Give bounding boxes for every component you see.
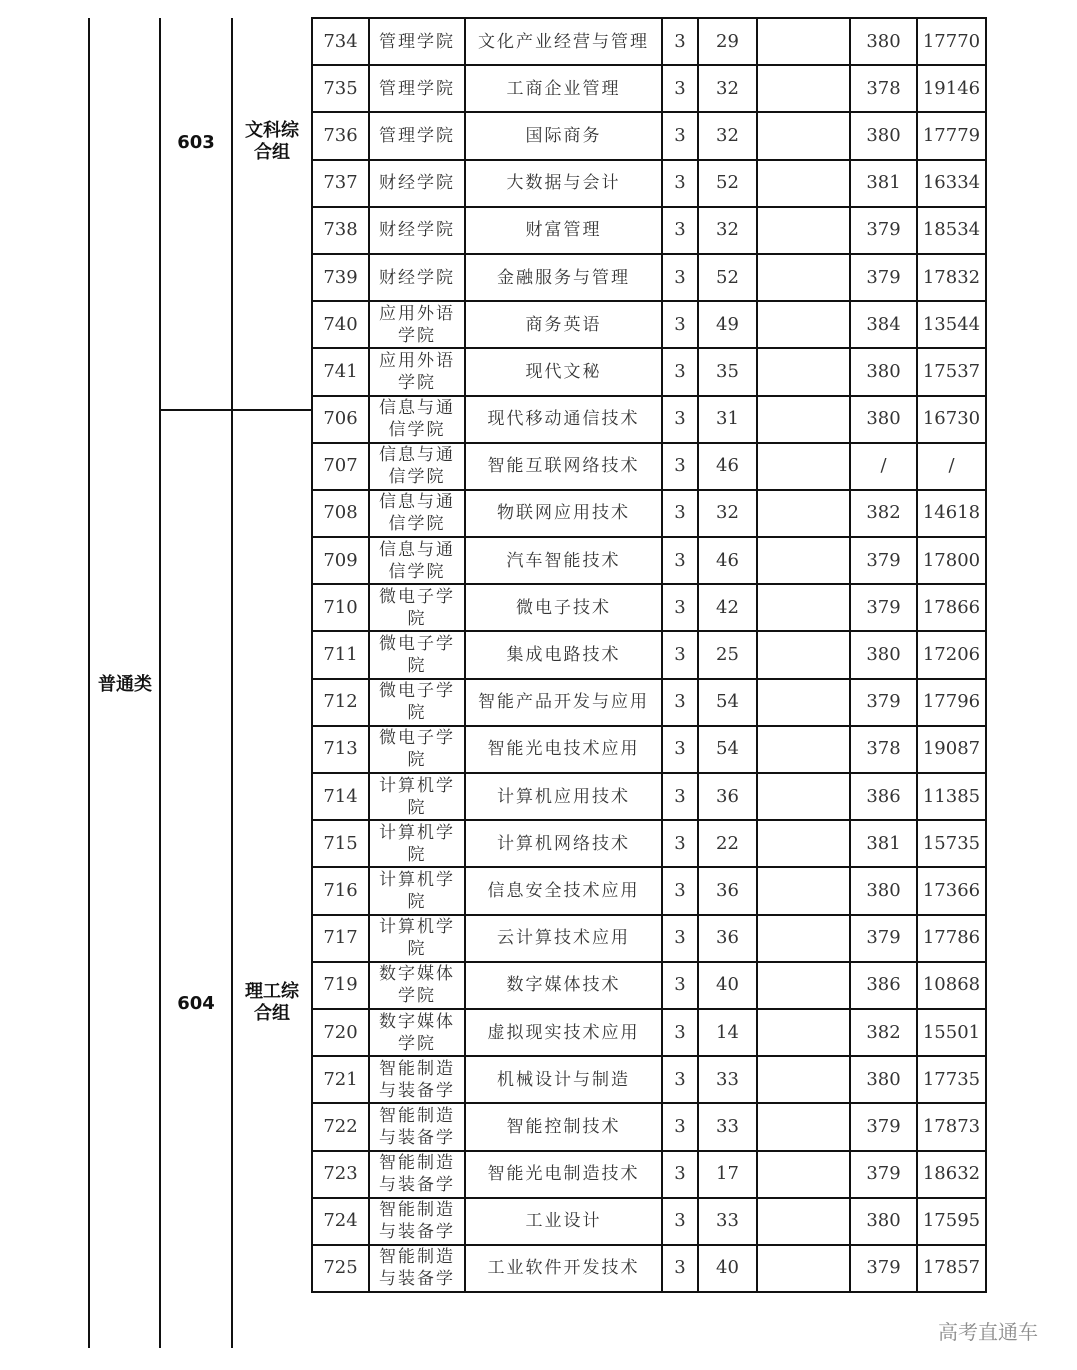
major-code: 720 bbox=[312, 1009, 369, 1056]
table-row bbox=[312, 867, 986, 914]
plan-count: 42 bbox=[698, 584, 757, 631]
note bbox=[757, 679, 850, 726]
plan-count: 52 bbox=[698, 160, 757, 207]
duration: 3 bbox=[662, 820, 698, 867]
college: 信息与通信学院 bbox=[369, 537, 465, 584]
min-rank: 17770 bbox=[917, 18, 986, 65]
min-rank: 17866 bbox=[917, 584, 986, 631]
major-name: 文化产业经营与管理 bbox=[465, 18, 662, 65]
major-name: 财富管理 bbox=[465, 207, 662, 254]
duration: 3 bbox=[662, 867, 698, 914]
major-name: 物联网应用技术 bbox=[465, 490, 662, 537]
plan-count: 32 bbox=[698, 65, 757, 112]
min-score: 379 bbox=[850, 584, 917, 631]
table-row bbox=[312, 396, 986, 443]
min-rank: 19146 bbox=[917, 65, 986, 112]
min-rank: 15735 bbox=[917, 820, 986, 867]
min-rank: 16334 bbox=[917, 160, 986, 207]
min-rank: 17873 bbox=[917, 1103, 986, 1150]
min-rank: 18534 bbox=[917, 207, 986, 254]
min-rank: 14618 bbox=[917, 490, 986, 537]
college: 智能制造与装备学 bbox=[369, 1056, 465, 1103]
min-rank: 17366 bbox=[917, 867, 986, 914]
duration: 3 bbox=[662, 679, 698, 726]
college: 信息与通信学院 bbox=[369, 490, 465, 537]
group-name: 文科综合组 bbox=[245, 120, 299, 163]
major-code: 737 bbox=[312, 160, 369, 207]
min-rank: 17595 bbox=[917, 1198, 986, 1245]
major-name: 国际商务 bbox=[465, 112, 662, 159]
table-row bbox=[312, 962, 986, 1009]
note bbox=[757, 254, 850, 301]
table-row bbox=[312, 820, 986, 867]
table-row bbox=[312, 1198, 986, 1245]
note bbox=[757, 160, 850, 207]
plan-count: 40 bbox=[698, 962, 757, 1009]
major-name: 计算机应用技术 bbox=[465, 773, 662, 820]
major-name: 智能光电制造技术 bbox=[465, 1151, 662, 1198]
note bbox=[757, 1056, 850, 1103]
college: 数字媒体学院 bbox=[369, 1009, 465, 1056]
table-row bbox=[312, 1009, 986, 1056]
major-name: 计算机网络技术 bbox=[465, 820, 662, 867]
min-rank: 19087 bbox=[917, 726, 986, 773]
min-rank: 17800 bbox=[917, 537, 986, 584]
duration: 3 bbox=[662, 207, 698, 254]
duration: 3 bbox=[662, 1198, 698, 1245]
admission-table bbox=[311, 17, 987, 1293]
duration: 3 bbox=[662, 1056, 698, 1103]
duration: 3 bbox=[662, 1151, 698, 1198]
min-score: 382 bbox=[850, 490, 917, 537]
min-score: 379 bbox=[850, 537, 917, 584]
table-row bbox=[312, 1245, 986, 1292]
major-name: 智能光电技术应用 bbox=[465, 726, 662, 773]
min-score: 380 bbox=[850, 348, 917, 395]
major-code: 715 bbox=[312, 820, 369, 867]
table-row bbox=[312, 112, 986, 159]
watermark: 高考直通车 bbox=[938, 1320, 1038, 1344]
duration: 3 bbox=[662, 962, 698, 1009]
college: 应用外语学院 bbox=[369, 301, 465, 348]
min-score: 379 bbox=[850, 915, 917, 962]
duration: 3 bbox=[662, 773, 698, 820]
note bbox=[757, 1245, 850, 1292]
note bbox=[757, 301, 850, 348]
min-rank: 17796 bbox=[917, 679, 986, 726]
min-rank: 17537 bbox=[917, 348, 986, 395]
min-score: 379 bbox=[850, 1245, 917, 1292]
college: 财经学院 bbox=[369, 254, 465, 301]
min-rank: 17735 bbox=[917, 1056, 986, 1103]
min-rank: 18632 bbox=[917, 1151, 986, 1198]
table-row bbox=[312, 584, 986, 631]
major-name: 机械设计与制造 bbox=[465, 1056, 662, 1103]
note bbox=[757, 1198, 850, 1245]
min-rank: 15501 bbox=[917, 1009, 986, 1056]
min-rank: 10868 bbox=[917, 962, 986, 1009]
group-code: 603 bbox=[177, 132, 215, 153]
college: 应用外语学院 bbox=[369, 348, 465, 395]
plan-count: 40 bbox=[698, 1245, 757, 1292]
plan-count: 32 bbox=[698, 207, 757, 254]
major-code: 717 bbox=[312, 915, 369, 962]
major-code: 721 bbox=[312, 1056, 369, 1103]
plan-count: 33 bbox=[698, 1103, 757, 1150]
major-code: 736 bbox=[312, 112, 369, 159]
major-name: 云计算技术应用 bbox=[465, 915, 662, 962]
major-code: 719 bbox=[312, 962, 369, 1009]
duration: 3 bbox=[662, 1103, 698, 1150]
min-score: 379 bbox=[850, 1103, 917, 1150]
min-score: 380 bbox=[850, 112, 917, 159]
note bbox=[757, 207, 850, 254]
table-row bbox=[312, 301, 986, 348]
note bbox=[757, 867, 850, 914]
note bbox=[757, 537, 850, 584]
major-name: 智能控制技术 bbox=[465, 1103, 662, 1150]
college: 信息与通信学院 bbox=[369, 396, 465, 443]
group-divider bbox=[159, 409, 311, 411]
duration: 3 bbox=[662, 160, 698, 207]
note bbox=[757, 962, 850, 1009]
major-name: 大数据与会计 bbox=[465, 160, 662, 207]
min-score: 380 bbox=[850, 1198, 917, 1245]
college: 管理学院 bbox=[369, 18, 465, 65]
table-row bbox=[312, 160, 986, 207]
note bbox=[757, 773, 850, 820]
college: 智能制造与装备学 bbox=[369, 1151, 465, 1198]
min-score: 378 bbox=[850, 65, 917, 112]
border-line bbox=[88, 18, 90, 1348]
category-label: 普通类 bbox=[98, 674, 152, 695]
college: 数字媒体学院 bbox=[369, 962, 465, 1009]
major-code: 740 bbox=[312, 301, 369, 348]
major-code: 735 bbox=[312, 65, 369, 112]
major-code: 709 bbox=[312, 537, 369, 584]
min-rank: / bbox=[917, 443, 986, 490]
table-row bbox=[312, 537, 986, 584]
major-name: 智能产品开发与应用 bbox=[465, 679, 662, 726]
plan-count: 54 bbox=[698, 726, 757, 773]
plan-count: 33 bbox=[698, 1198, 757, 1245]
duration: 3 bbox=[662, 112, 698, 159]
min-rank: 17857 bbox=[917, 1245, 986, 1292]
min-score: 380 bbox=[850, 396, 917, 443]
major-name: 微电子技术 bbox=[465, 584, 662, 631]
major-name: 现代移动通信技术 bbox=[465, 396, 662, 443]
major-code: 711 bbox=[312, 631, 369, 678]
min-rank: 17832 bbox=[917, 254, 986, 301]
note bbox=[757, 396, 850, 443]
college: 计算机学院 bbox=[369, 915, 465, 962]
table-row bbox=[312, 773, 986, 820]
plan-count: 32 bbox=[698, 112, 757, 159]
duration: 3 bbox=[662, 18, 698, 65]
table-row bbox=[312, 679, 986, 726]
major-name: 工商企业管理 bbox=[465, 65, 662, 112]
min-score: 381 bbox=[850, 820, 917, 867]
college: 智能制造与装备学 bbox=[369, 1198, 465, 1245]
college: 微电子学院 bbox=[369, 631, 465, 678]
min-rank: 11385 bbox=[917, 773, 986, 820]
note bbox=[757, 1103, 850, 1150]
border-line bbox=[231, 18, 233, 1348]
plan-count: 35 bbox=[698, 348, 757, 395]
duration: 3 bbox=[662, 490, 698, 537]
duration: 3 bbox=[662, 254, 698, 301]
min-score: / bbox=[850, 443, 917, 490]
plan-count: 17 bbox=[698, 1151, 757, 1198]
major-name: 商务英语 bbox=[465, 301, 662, 348]
table-row bbox=[312, 915, 986, 962]
min-rank: 17779 bbox=[917, 112, 986, 159]
table-row bbox=[312, 1056, 986, 1103]
plan-count: 36 bbox=[698, 773, 757, 820]
plan-count: 14 bbox=[698, 1009, 757, 1056]
min-score: 379 bbox=[850, 254, 917, 301]
college: 管理学院 bbox=[369, 65, 465, 112]
major-code: 722 bbox=[312, 1103, 369, 1150]
note bbox=[757, 443, 850, 490]
plan-count: 46 bbox=[698, 443, 757, 490]
table-row bbox=[312, 207, 986, 254]
note bbox=[757, 490, 850, 537]
major-code: 724 bbox=[312, 1198, 369, 1245]
major-name: 现代文秘 bbox=[465, 348, 662, 395]
major-code: 723 bbox=[312, 1151, 369, 1198]
group-name: 理工综合组 bbox=[245, 981, 299, 1024]
college: 计算机学院 bbox=[369, 820, 465, 867]
major-code: 725 bbox=[312, 1245, 369, 1292]
table-row bbox=[312, 443, 986, 490]
note bbox=[757, 1009, 850, 1056]
duration: 3 bbox=[662, 915, 698, 962]
note bbox=[757, 584, 850, 631]
min-score: 380 bbox=[850, 631, 917, 678]
table-row bbox=[312, 726, 986, 773]
note bbox=[757, 348, 850, 395]
table-row bbox=[312, 631, 986, 678]
plan-count: 29 bbox=[698, 18, 757, 65]
major-code: 707 bbox=[312, 443, 369, 490]
plan-count: 54 bbox=[698, 679, 757, 726]
major-code: 716 bbox=[312, 867, 369, 914]
college: 微电子学院 bbox=[369, 679, 465, 726]
college: 信息与通信学院 bbox=[369, 443, 465, 490]
duration: 3 bbox=[662, 1245, 698, 1292]
border-line bbox=[159, 18, 161, 1348]
plan-count: 52 bbox=[698, 254, 757, 301]
major-name: 工业软件开发技术 bbox=[465, 1245, 662, 1292]
min-score: 386 bbox=[850, 773, 917, 820]
major-code: 712 bbox=[312, 679, 369, 726]
college: 智能制造与装备学 bbox=[369, 1245, 465, 1292]
min-rank: 17786 bbox=[917, 915, 986, 962]
plan-count: 22 bbox=[698, 820, 757, 867]
group-code: 604 bbox=[177, 993, 215, 1014]
college: 微电子学院 bbox=[369, 584, 465, 631]
min-score: 378 bbox=[850, 726, 917, 773]
note bbox=[757, 65, 850, 112]
note bbox=[757, 1151, 850, 1198]
min-score: 380 bbox=[850, 867, 917, 914]
table-row bbox=[312, 490, 986, 537]
min-rank: 17206 bbox=[917, 631, 986, 678]
major-code: 706 bbox=[312, 396, 369, 443]
major-code: 708 bbox=[312, 490, 369, 537]
plan-count: 36 bbox=[698, 867, 757, 914]
duration: 3 bbox=[662, 396, 698, 443]
plan-count: 36 bbox=[698, 915, 757, 962]
duration: 3 bbox=[662, 1009, 698, 1056]
major-name: 集成电路技术 bbox=[465, 631, 662, 678]
major-name: 智能互联网络技术 bbox=[465, 443, 662, 490]
college: 计算机学院 bbox=[369, 773, 465, 820]
duration: 3 bbox=[662, 726, 698, 773]
note bbox=[757, 18, 850, 65]
major-name: 金融服务与管理 bbox=[465, 254, 662, 301]
min-score: 379 bbox=[850, 207, 917, 254]
college: 计算机学院 bbox=[369, 867, 465, 914]
major-code: 713 bbox=[312, 726, 369, 773]
plan-count: 46 bbox=[698, 537, 757, 584]
table-row bbox=[312, 1151, 986, 1198]
duration: 3 bbox=[662, 584, 698, 631]
min-score: 379 bbox=[850, 1151, 917, 1198]
major-name: 汽车智能技术 bbox=[465, 537, 662, 584]
college: 财经学院 bbox=[369, 160, 465, 207]
college: 智能制造与装备学 bbox=[369, 1103, 465, 1150]
note bbox=[757, 820, 850, 867]
major-name: 工业设计 bbox=[465, 1198, 662, 1245]
min-score: 379 bbox=[850, 679, 917, 726]
major-code: 738 bbox=[312, 207, 369, 254]
major-code: 710 bbox=[312, 584, 369, 631]
min-score: 380 bbox=[850, 18, 917, 65]
min-rank: 16730 bbox=[917, 396, 986, 443]
major-name: 数字媒体技术 bbox=[465, 962, 662, 1009]
plan-count: 25 bbox=[698, 631, 757, 678]
major-name: 虚拟现实技术应用 bbox=[465, 1009, 662, 1056]
plan-count: 31 bbox=[698, 396, 757, 443]
min-score: 381 bbox=[850, 160, 917, 207]
college: 财经学院 bbox=[369, 207, 465, 254]
plan-count: 33 bbox=[698, 1056, 757, 1103]
plan-count: 49 bbox=[698, 301, 757, 348]
major-name: 信息安全技术应用 bbox=[465, 867, 662, 914]
note bbox=[757, 112, 850, 159]
table-row bbox=[312, 254, 986, 301]
table-row bbox=[312, 65, 986, 112]
table-row bbox=[312, 1103, 986, 1150]
min-score: 384 bbox=[850, 301, 917, 348]
duration: 3 bbox=[662, 631, 698, 678]
plan-count: 32 bbox=[698, 490, 757, 537]
min-rank: 13544 bbox=[917, 301, 986, 348]
college: 微电子学院 bbox=[369, 726, 465, 773]
duration: 3 bbox=[662, 348, 698, 395]
duration: 3 bbox=[662, 443, 698, 490]
min-score: 382 bbox=[850, 1009, 917, 1056]
college: 管理学院 bbox=[369, 112, 465, 159]
major-code: 739 bbox=[312, 254, 369, 301]
duration: 3 bbox=[662, 537, 698, 584]
major-code: 741 bbox=[312, 348, 369, 395]
duration: 3 bbox=[662, 65, 698, 112]
note bbox=[757, 631, 850, 678]
major-code: 714 bbox=[312, 773, 369, 820]
note bbox=[757, 915, 850, 962]
duration: 3 bbox=[662, 301, 698, 348]
min-score: 386 bbox=[850, 962, 917, 1009]
min-score: 380 bbox=[850, 1056, 917, 1103]
note bbox=[757, 726, 850, 773]
major-code: 734 bbox=[312, 18, 369, 65]
table-row bbox=[312, 348, 986, 395]
table-row bbox=[312, 18, 986, 65]
